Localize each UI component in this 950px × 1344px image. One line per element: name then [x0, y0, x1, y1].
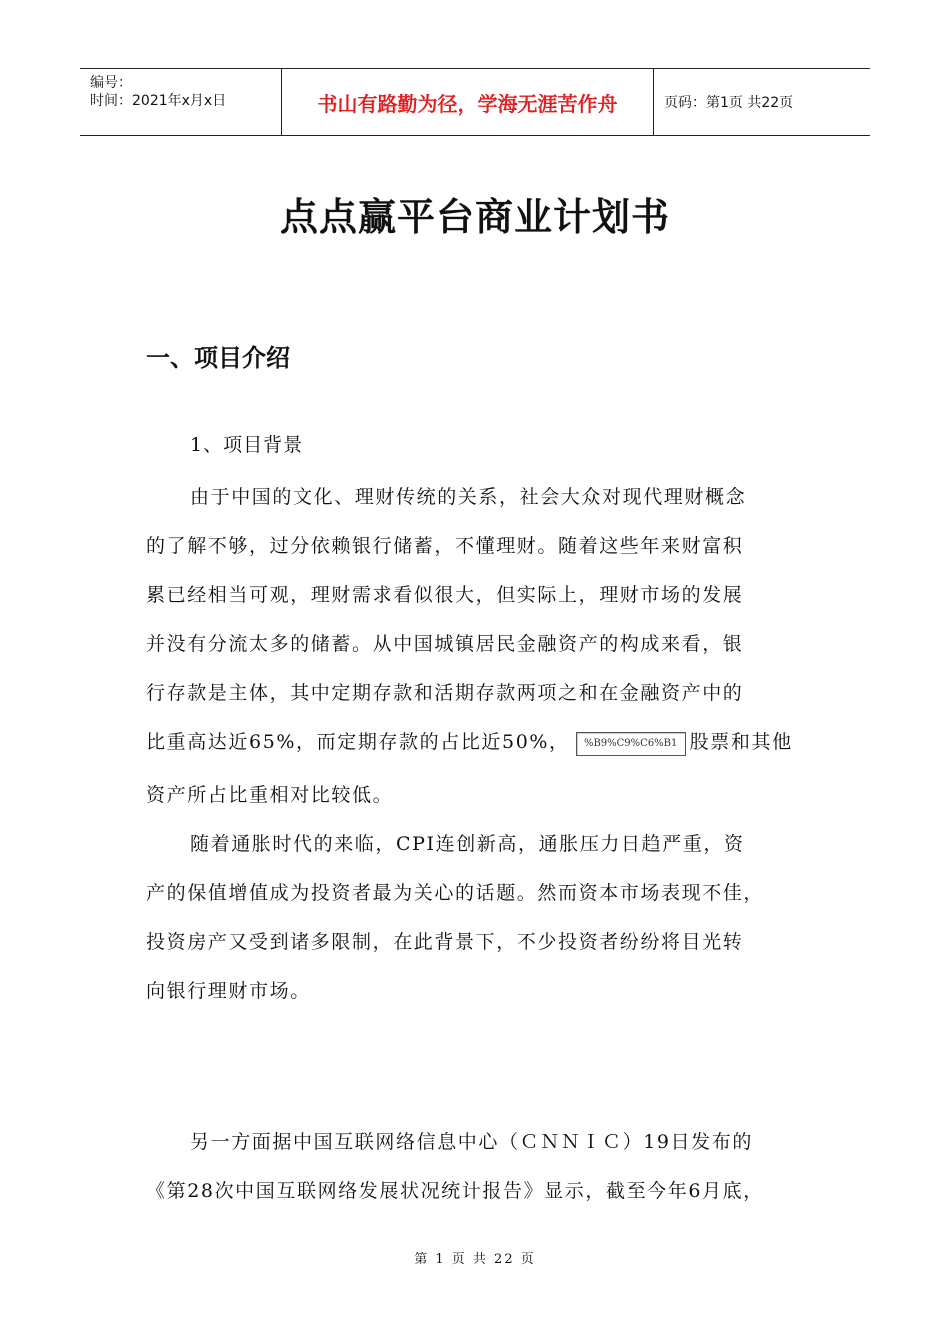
- paragraph-background-1: [146, 473, 812, 823]
- section-heading: 一、项目介绍: [146, 344, 290, 372]
- paragraph-line: 资产所占比重相对比较低。: [146, 784, 394, 806]
- header-number-label: 编号：: [90, 75, 132, 91]
- paragraph-line: 《第28次中国互联网络发展状况统计报告》显示，截至今年6月底，: [146, 1180, 764, 1202]
- document-title: 点点赢平台商业计划书: [279, 195, 670, 239]
- paragraph-line: 的了解不够，过分依赖银行储蓄，不懂理财。随着这些年来财富积: [146, 535, 744, 557]
- paragraph-line: 由于中国的文化、理财传统的关系，社会大众对现代理财概念: [190, 486, 747, 508]
- paragraph-line-with-image: [146, 718, 812, 767]
- paragraph-line: 随着通胀时代的来临，CPI连创新高，通胀压力日趋严重，资: [190, 833, 745, 855]
- paragraph-line: 并没有分流太多的储蓄。从中国城镇居民金融资产的构成来看，银: [146, 633, 744, 655]
- header-page-info: 页码：第1页 共22页: [664, 95, 794, 111]
- paragraph-line: 产的保值增值成为投资者最为关心的话题。然而资本市场表现不佳，: [146, 882, 765, 904]
- subsection-heading: 1、项目背景: [190, 434, 304, 456]
- header-meta-cell: [80, 69, 282, 135]
- header-time-label: 时间：2021年x月x日: [90, 93, 227, 109]
- paragraph-line: 另一方面据中国互联网络信息中心（ＣＮＮＩＣ）19日发布的: [190, 1131, 753, 1153]
- page-footer: 第 1 页 共 22 页: [414, 1252, 536, 1267]
- paragraph-text-segment: 比重高达近65%，而定期存款的占比近50%，: [146, 731, 570, 753]
- broken-image-placeholder: %B9%C9%C6%B1: [576, 732, 686, 756]
- paragraph-line: 向银行理财市场。: [146, 980, 311, 1002]
- paragraph-line: 行存款是主体，其中定期存款和活期存款两项之和在金融资产中的: [146, 682, 744, 704]
- paragraph-background-2: [146, 820, 812, 1016]
- paragraph-text-segment: 股票和其他: [689, 731, 793, 753]
- paragraph-background-3: [146, 1118, 812, 1216]
- header-motto: 书山有路勤为径，学海无涯苦作舟: [282, 69, 654, 135]
- paragraph-line: 累已经相当可观，理财需求看似很大，但实际上，理财市场的发展: [146, 584, 744, 606]
- page-header-table: [80, 68, 870, 136]
- paragraph-line: 投资房产又受到诸多限制，在此背景下，不少投资者纷纷将目光转: [146, 931, 744, 953]
